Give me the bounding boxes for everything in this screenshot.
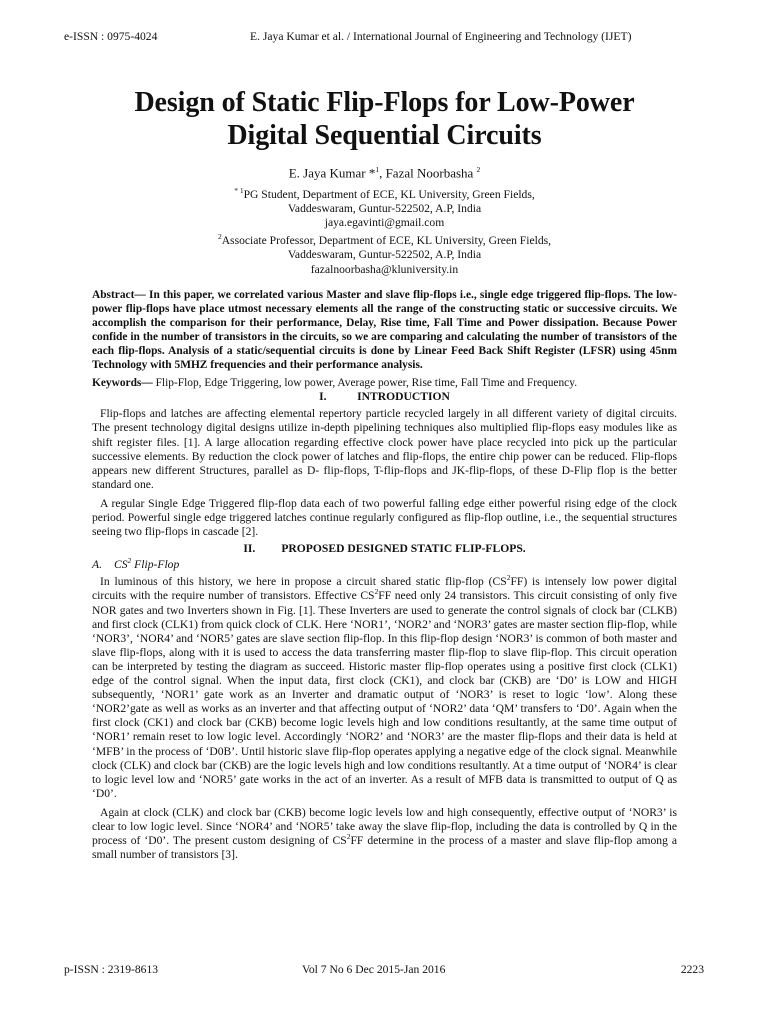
paper-title: Design of Static Flip-Flops for Low-Power Digital Sequential Circuits [134, 87, 635, 151]
cs2ff-p2-part-b: FF determine in the process of a master and slave flip-flop among a small number of transistors [3]. [92, 834, 677, 862]
affiliation-1-sup: * 1 [234, 186, 244, 196]
author-2-sup: 2 [476, 165, 481, 174]
affiliation-2-email[interactable]: fazalnoorbasha@kluniversity.in [310, 262, 459, 276]
header-eissn: e-ISSN : 0975-4024 [64, 30, 158, 43]
cs2ff-p1-sup-1: 2 [506, 573, 511, 583]
affiliation-2-line2: Vaddeswaram, Guntur-522502, A.P, India [287, 248, 482, 262]
section-2-title: PROPOSED DESIGNED STATIC FLIP-FLOPS. [281, 542, 526, 556]
author-1-sup: 1 [375, 165, 380, 174]
cs2ff-p1-part-b: FF) is intensely low power digital circuits with the require number of transistors. Effective CS [92, 575, 677, 603]
abstract [92, 288, 677, 373]
subsection-title-sup: 2 [127, 556, 132, 566]
footer-volume: Vol 7 No 6 Dec 2015-Jan 2016 [302, 963, 446, 976]
subsection-heading-cs2ff [92, 558, 677, 572]
affiliation-1 [92, 184, 677, 230]
cs2ff-p1-part-a: In luminous of this history, we here in propose a circuit shared static flip-flop (CS [100, 575, 507, 589]
section-2-number: II. [243, 542, 256, 556]
section-heading-proposed [92, 542, 677, 556]
cs2ff-p1-sup-2: 2 [374, 587, 379, 597]
abstract-label: Abstract— [92, 288, 146, 301]
subsection-title-b: Flip-Flop [131, 558, 180, 572]
author-line [92, 162, 677, 181]
keywords [92, 376, 677, 390]
author-2: Fazal Noorbasha [385, 165, 477, 181]
subsection-number: A. [92, 558, 102, 572]
keywords-label: Keywords— [92, 377, 153, 390]
cs2ff-paragraph-1 [92, 575, 677, 801]
cs2ff-p1-part-c: FF need only 24 transistors. This circuit consisting of only five NOR gates and two Inverters shown in Fig. [1]. These Inverters are used to generate the control signals of clock bar (CLKB) and first clock (CLK1) from quick clock of CLK. Here ‘NOR1’, ‘NOR2’ and ‘NOR3’ gates are master section flip-flop, while ‘NOR3’, ‘NOR4’ and ‘NOR5’ gates are slave section flip-flop. In this flip-flop design ‘NOR3’ is common of both master and slave flip-flops, along with it is used to access the data transferring master flip-flop to slave flip-flop. This circuit operation can be interpreted by testing the diagram as succeed. Historic master flip-flop operates using a positive first clock (CLK1) edge of the control signal. When the input data, first clock (CK1), and clock bar (CKB) are ‘D0’ is LOW and HIGH subsequently, ‘NOR1’ gate work as an Inverter and dramatic output of ‘NOR3’ is reset to logic ‘low’. Along these ‘NOR2’gate as well as works as an inverter and that affecting output of ‘NOR2’ data ‘QM’ transfers to ‘D0’. Again when the first clock (CK1) and clock bar (CKB) become logic levels high and low conditions resultantly, at the same time output of ‘NOR1’ remain reset to low logic level. Accordingly ‘NOR2’ and ‘NOR3’ are the master flip-flops and their data is held at ‘MFB’ in the process of ‘D0B’. Until historic slave flip-flop operates applying a negative edge of the clock signal. Meanwhile clock (CLK) and clock bar (CKB) are the logic levels high and low conditions resultantly. At a time output of ‘NOR4’ is clear to logic level low and ‘NOR5’ gate works in the act of an inverter. As a result of MFB data is transmitted to output of Q as ‘D0’. [92, 589, 678, 800]
section-heading-introduction [92, 390, 677, 404]
header-journal: E. Jaya Kumar et al. / International Journal of Engineering and Technology (IJET) [250, 30, 632, 43]
affiliation-2 [92, 230, 677, 276]
footer-page-number: 2223 [680, 963, 704, 976]
intro-paragraph-2: A regular Single Edge Triggered flip-flop data each of two powerful falling edge either powerful rising edge of the clock period. Powerful single edge triggered latches continue regularly configured as flip-flop outline, i.e., the sequential structures seeing two flip-flops in cascade [2]. [92, 496, 677, 539]
cs2ff-paragraph-2 [92, 806, 677, 862]
affiliation-2-line1: Associate Professor, Department of ECE, KL University, Green Fields, [221, 234, 552, 248]
affiliation-2-sup: 2 [217, 232, 222, 242]
article-body [92, 86, 677, 862]
abstract-text: In this paper, we correlated various Master and slave flip-flops i.e., single edge triggered flip-flops. The low-power flip-flops have place utmost necessary elements all the range of the constructing static or successive circuits. We accomplish the comparison for their performance, Delay, Rise time, Fall Time and Power dissipation. Because Power confide in the number of transistors in the circuits, so we are comparing and calculating the number of transistors of the each flip-flops. Analysis of a static/sequential circuits is done by Linear Feed Back Shift Register (LFSR) using 45nm Technology with 5MHZ frequencies and their performance analysis. [92, 288, 677, 372]
footer-pissn: p-ISSN : 2319-8613 [64, 963, 159, 976]
affiliation-1-line1: PG Student, Department of ECE, KL University, Green Fields, [243, 188, 535, 202]
section-1-title: INTRODUCTION [357, 390, 450, 404]
subsection-title-a: CS [114, 558, 128, 572]
cs2ff-p2-sup: 2 [346, 832, 351, 842]
affiliation-1-email[interactable]: jaya.egavinti@gmail.com [324, 216, 445, 230]
section-1-number: I. [319, 390, 327, 404]
author-1: E. Jaya Kumar * [288, 165, 376, 181]
affiliation-1-line2: Vaddeswaram, Guntur-522502, A.P, India [287, 202, 482, 216]
cs2ff-p2-part-a: Again at clock (CLK) and clock bar (CKB) become logic levels low and high consequently, effective output of ‘NOR3’ is clear to low logic level. Since ‘NOR4’ and ‘NOR5’ take away the slave flip-flop, including the data is controlled by Q in the process of ‘D0’. The present custom designing of CS [92, 805, 677, 848]
keywords-text: Flip-Flop, Edge Triggering, low power, Average power, Rise time, Fall Time and Frequency. [152, 377, 578, 390]
intro-paragraph-1: Flip-flops and latches are affecting elemental repertory particle recycled largely in all different variety of digital circuits. The present technology digital designs utilize in-depth pipelining techniques also multiplied flip-flops easy modules like as shift register files. [1]. A large allocation regarding effective clock power have place recycled into pick up the particular successive elements. By reduction the clock power of latches and flip-flops, the entire chip power can be reduced. Flip-flops appears new different Structures, parallel as D- flip-flops, T-flip-flops and JK-flip-flops, of these D-Flip flop is the better standard one. [92, 407, 677, 491]
author-separator: , [379, 165, 386, 181]
